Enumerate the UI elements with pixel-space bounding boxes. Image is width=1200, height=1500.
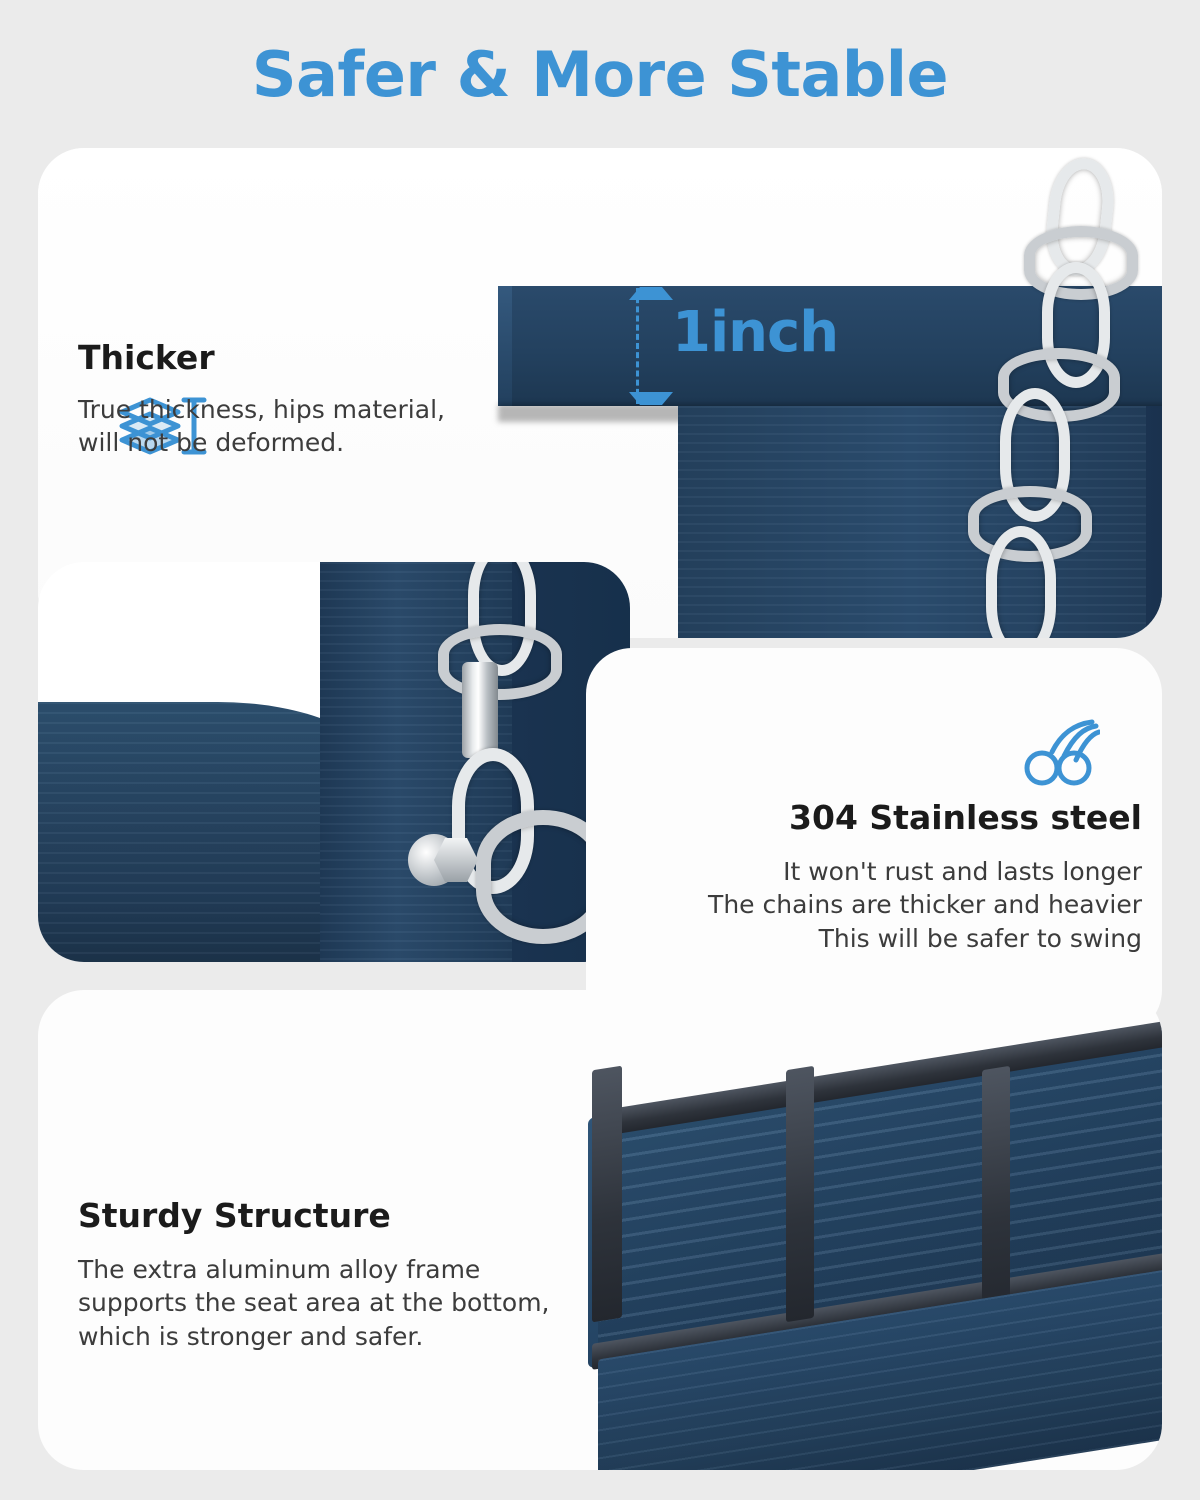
feature-body: The extra aluminum alloy frame supports the seat area at the bottom, which is stronger and safer.: [78, 1255, 550, 1351]
thickness-dimension-line: [636, 288, 641, 404]
aluminum-frame-rail: [592, 1066, 622, 1323]
aluminum-frame-crossbar: [786, 1066, 814, 1322]
chain-link-icon: [438, 624, 562, 700]
chain-link-icon: [986, 526, 1056, 638]
feature-body-line: This will be safer to swing: [818, 923, 1142, 953]
feature-body-line: It won't rust and lasts longer: [783, 857, 1142, 886]
feature-title: 304 Stainless steel: [789, 798, 1142, 837]
feature-text-sturdy: [78, 1196, 558, 1353]
feature-title: Thicker: [78, 338, 215, 377]
arrow-up-icon: [629, 287, 673, 300]
feature-body-line: The chains are thicker and heavier: [708, 890, 1142, 920]
bench-back-edge: [1146, 406, 1162, 638]
steel-bars-icon: [1022, 718, 1100, 795]
feature-text-thicker: [78, 338, 458, 460]
thickness-callout-label: 1inch: [672, 300, 839, 365]
arrow-down-icon: [629, 392, 673, 405]
aluminum-frame-crossbar: [982, 1066, 1010, 1322]
feature-title: Sturdy Structure: [78, 1196, 391, 1235]
feature-text-stainless: [608, 798, 1142, 955]
bench-frame-image: [558, 1050, 1162, 1470]
page-title: Safer & More Stable: [251, 38, 949, 111]
turnbuckle-icon: [462, 662, 498, 758]
feature-body: True thickness, hips material, will not be deformed.: [78, 395, 445, 458]
stainless-photo-card: [38, 562, 630, 962]
